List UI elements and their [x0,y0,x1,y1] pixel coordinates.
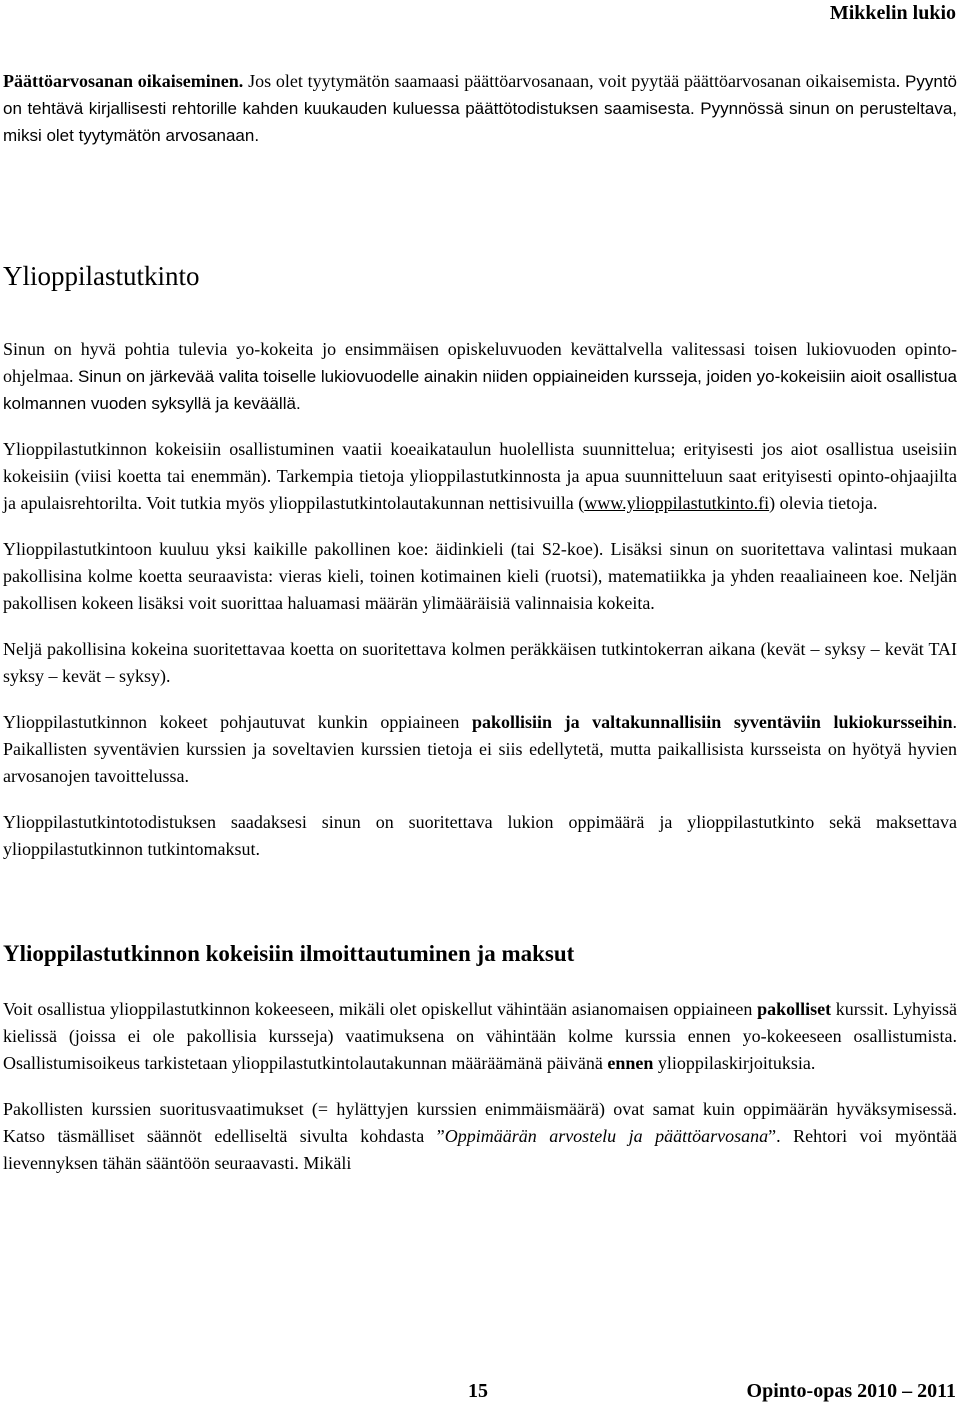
paragraph-text: Sinun on hyvä pohtia tulevia yo-kokeita jo ensimmäisen opiskeluvuoden kevättalvella valitessasi toisen lukiovuoden opinto-ohjelmaa. [3,339,957,386]
certificate-requirements-paragraph: Ylioppilastutkintotodistuksen saadaksesi sinun on suoritettava lukion oppimäärä ja ylioppilastutkinto sekä maksettava ylioppilastutkinnon tutkintomaksut. [3,812,957,859]
page-body [3,68,957,1177]
paragraph-text-sans: Pyyntö on tehtävä kirjallisesti rehtorille kahden kuukauden kuluessa päättötodistuksen saamisesta. Pyynnössä sinun on perusteltava, miksi olet tyytymätön arvosanaan. [3,72,958,145]
exam-planning-paragraph [3,436,957,517]
page-footer [0,1380,960,1406]
course-requirements-paragraph [3,1096,957,1177]
emphasis-bold: ennen [607,1053,654,1073]
paragraph-text-sans: Sinun on järkevää valita toiselle lukiovuodelle ainakin niiden oppiaineiden kursseja, joiden yo-kokeisiin aioit osallistua kolmannen vuoden syksyllä ja keväällä. [3,367,957,413]
matriculation-website-link[interactable]: www.ylioppilastutkinto.fi [584,493,770,513]
emphasis-bold: pakollisiin ja valtakunnallisiin syventäviin lukiokursseihin [471,712,953,732]
registration-eligibility-paragraph [3,996,957,1077]
paragraph-text: . Paikallisten syventävien kurssien ja soveltavien kurssien tietoja ei siis edellytetä, mutta paikallisista kursseista on hyötyä hyvien arvosanojen tavoittelussa. [3,712,957,786]
section-heading-registration: Ylioppilastutkinnon kokeisiin ilmoittautuminen ja maksut [3,941,575,966]
section-heading-matriculation: Ylioppilastutkinto [3,261,200,291]
paragraph-text: Pakollisten kurssien suoritusvaatimukset (= hylättyjen kurssien enimmäismäärä) ovat samat kuin oppimäärän hyväksymisessä. Katso täsmälliset säännöt edelliseltä sivulta kohdasta ” [3,1099,957,1146]
final-grade-correction-paragraph [3,68,957,149]
paragraph-text: kurssit. Lyhyissä kielissä (joissa ei ole pakollisia kursseja) vaatimuksena on vähintään kolme kurssia ennen yo-kokeeseen osallistumista. Osallistumisoikeus tarkistetaan ylioppilastutkintolautakunnan määräämänä päivänä [3,999,957,1073]
paragraph-text: ) olevia tietoja. [769,493,878,513]
exam-basis-paragraph [3,709,957,790]
guide-title: Opinto-opas 2010 – 2011 [746,1380,956,1402]
paragraph-text: Voit osallistua ylioppilastutkinnon kokeeseen, mikäli olet opiskellut vähintään asianomaisen oppiaineen [3,999,758,1019]
compulsory-exams-paragraph: Ylioppilastutkintoon kuuluu yksi kaikille pakollinen koe: äidinkieli (tai S2-koe). Lisäksi sinun on suoritettava valintasi mukaan pakollisina kolme koetta seuraavista: vieras kieli, toinen kotimainen kieli (ruotsi), matematiikka ja yhden reaaliaineen koe. Neljän pakollisen kokeen lisäksi voit suorittaa haluamasi määrän ylimääräisiä valinnaisia kokeita. [3,539,957,613]
emphasis-bold: pakolliset [757,999,832,1019]
paragraph-text: ylioppilaskirjoituksia. [653,1053,816,1073]
exam-timing-paragraph: Neljä pakollisina kokeina suoritettavaa koetta on suoritettava kolmen peräkkäisen tutkintokerran aikana (kevät – syksy – kevät TAI syksy – kevät – syksy). [3,639,957,686]
paragraph-lead-bold: Päättöarvosanan oikaiseminen. [3,71,244,91]
page-number: 15 [468,1380,488,1402]
matric-intro-paragraph [3,336,957,417]
emphasis-italic: Oppimäärän arvostelu ja päättöarvosana [444,1126,769,1146]
paragraph-text: Ylioppilastutkinnon kokeisiin osallistuminen vaatii koeaikataulun huolellista suunnittelua; erityisesti jos aiot osallistua useisiin kokeisiin (viisi koetta tai enemmän). Tarkempia tietoja ylioppilastutkinnosta ja apua suunnitteluun saat erityisesti opinto-ohjaajilta ja apulaisrehtorilta. Voit tutkia myös ylioppilastutkintolautakunnan nettisivuilla ( [3,439,957,513]
paragraph-text: Jos olet tyytymätön saamaasi päättöarvosanaan, voit pyytää päättöarvosanan oikaisemista. [243,71,906,91]
paragraph-text: ”. Rehtori voi myöntää lievennyksen tähän sääntöön seuraavasti. Mikäli [3,1126,957,1173]
paragraph-text: Ylioppilastutkinnon kokeet pohjautuvat kunkin oppiaineen [3,712,472,732]
school-name-header: Mikkelin lukio [829,2,956,24]
